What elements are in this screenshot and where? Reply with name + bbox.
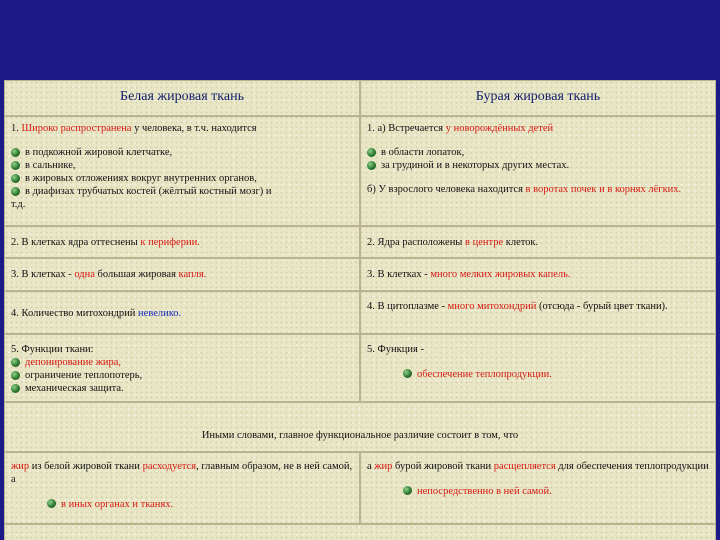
row7-right-item	[367, 485, 709, 498]
row1-right-intro: 1. а) Встречается	[367, 123, 444, 134]
row5-right-title: 5. Функция -	[367, 344, 424, 355]
row4-right	[360, 291, 716, 334]
row1-left-rest: у человека, в т.ч. находится	[134, 123, 257, 134]
list-item	[11, 146, 353, 159]
row7-left	[4, 452, 360, 524]
row2-right-text: 2. Ядра расположены	[367, 237, 463, 248]
row4-right-end: (отсюда - бурый цвет ткани).	[538, 301, 668, 312]
list-item	[11, 369, 353, 382]
comparison-table	[4, 80, 716, 540]
row1-right-highlight: у новорождённых детей	[445, 123, 554, 134]
row5-left	[4, 334, 360, 402]
green-bullet-icon	[11, 148, 20, 157]
row7-left-text3: не в ней самой, а	[11, 461, 353, 485]
row5-left-title: 5. Функции ткани:	[11, 344, 94, 355]
green-bullet-icon	[11, 358, 20, 367]
row1-right-b-highlight: в воротах почек и в корнях лёгких.	[525, 184, 682, 195]
green-bullet-icon	[11, 384, 20, 393]
green-bullet-icon	[367, 161, 376, 170]
slide-title-area	[0, 0, 720, 78]
list-item-text: в сальнике,	[25, 160, 76, 171]
row2-right	[360, 226, 716, 258]
header-brown-fat-label: Бурая жировая ткань	[475, 89, 601, 104]
list-item-text: за грудиной и в некоторых других местах.	[381, 160, 570, 171]
list-item-text: ограничение теплопотерь,	[25, 370, 143, 381]
row3-right-text: 3. В клетках -	[367, 269, 428, 280]
header-white-fat	[4, 80, 360, 116]
row3-left-highlight: одна	[74, 269, 95, 280]
row1-left-tail: т.д.	[11, 199, 26, 210]
row3-left	[4, 258, 360, 291]
row3-right	[360, 258, 716, 291]
row1-left-highlight: Широко распространена	[21, 123, 132, 134]
green-bullet-icon	[11, 161, 20, 170]
row7-left-line	[11, 460, 353, 486]
row7-right-text3: для обеспечения теплопродукции	[558, 461, 709, 472]
row1-left-intro-line	[11, 122, 353, 135]
list-item-text: депонирование жира,	[25, 357, 122, 368]
row1-left-number: 1.	[11, 123, 19, 134]
green-bullet-icon	[367, 148, 376, 157]
row2-right-highlight: в центре	[465, 237, 504, 248]
row7-left-word-fat: жир	[11, 461, 30, 472]
row2-right-end: клеток.	[505, 237, 539, 248]
list-item	[11, 382, 353, 395]
list-item	[11, 356, 353, 369]
row5-right-highlight: обеспечение теплопродукции.	[417, 369, 552, 380]
green-bullet-icon	[47, 499, 56, 508]
row7-right-line	[367, 460, 709, 473]
green-bullet-icon	[403, 486, 412, 495]
list-item	[11, 159, 353, 172]
list-item-text: в области лопаток,	[381, 147, 465, 158]
row7-left-item-text: в иных органах и тканях.	[61, 499, 174, 510]
row3-right-highlight: много мелких жировых капель.	[430, 269, 571, 280]
row4-left	[4, 291, 360, 334]
green-bullet-icon	[11, 371, 20, 380]
list-item-text: в подкожной жировой клетчатке,	[25, 147, 173, 158]
row7-right-highlight: расщепляется	[493, 461, 556, 472]
list-item-text: механическая защита.	[25, 383, 124, 394]
row1-left	[4, 116, 360, 226]
green-bullet-icon	[11, 187, 20, 196]
row2-left-text: 2. В клетках ядра оттеснены	[11, 237, 138, 248]
row7-right-word-fat: жир	[374, 461, 393, 472]
row5-right-item	[367, 368, 709, 381]
table-bottom-strip	[4, 524, 716, 540]
list-item-text: в жировых отложениях вокруг внутренних органов,	[25, 173, 257, 184]
row4-left-highlight: невелико.	[138, 308, 182, 319]
row7-right	[360, 452, 716, 524]
row7-left-text2: , главным образом,	[196, 461, 281, 472]
header-brown-fat	[360, 80, 716, 116]
list-item-text: в диафизах трубчатых костей (жёлтый костный мозг) и	[25, 186, 272, 197]
row4-right-text: 4. В цитоплазме -	[367, 301, 446, 312]
row7-right-text: а	[367, 461, 372, 472]
row7-left-highlight: расходуется	[142, 461, 197, 472]
list-item	[367, 159, 709, 172]
row2-left-highlight: к периферии.	[140, 237, 200, 248]
row1-right-intro-line	[367, 122, 709, 135]
row1-right-b-line	[367, 183, 709, 196]
row7-left-item	[11, 498, 353, 511]
green-bullet-icon	[403, 369, 412, 378]
row1-right-b-text: б) У взрослого человека находится	[367, 184, 523, 195]
list-item	[367, 146, 709, 159]
row5-right	[360, 334, 716, 402]
green-bullet-icon	[11, 174, 20, 183]
row4-left-text: 4. Количество митохондрий	[11, 308, 136, 319]
row7-left-text: из белой жировой ткани	[31, 461, 140, 472]
list-item	[11, 185, 353, 198]
row3-left-text: 3. В клетках -	[11, 269, 72, 280]
summary-text: Иными словами, главное функциональное различие состоит в том, что	[201, 430, 519, 441]
row2-left	[4, 226, 360, 258]
header-white-fat-label: Белая жировая ткань	[120, 89, 244, 104]
row3-left-mid: большая жировая	[97, 269, 176, 280]
row7-right-text2: бурой жировой ткани	[395, 461, 492, 472]
list-item	[11, 172, 353, 185]
row4-right-highlight: много митохондрий	[447, 301, 537, 312]
summary-row	[4, 402, 716, 452]
row3-left-highlight2: капля.	[178, 269, 207, 280]
row1-right	[360, 116, 716, 226]
row7-right-item-text: непосредственно в ней самой.	[417, 486, 552, 497]
